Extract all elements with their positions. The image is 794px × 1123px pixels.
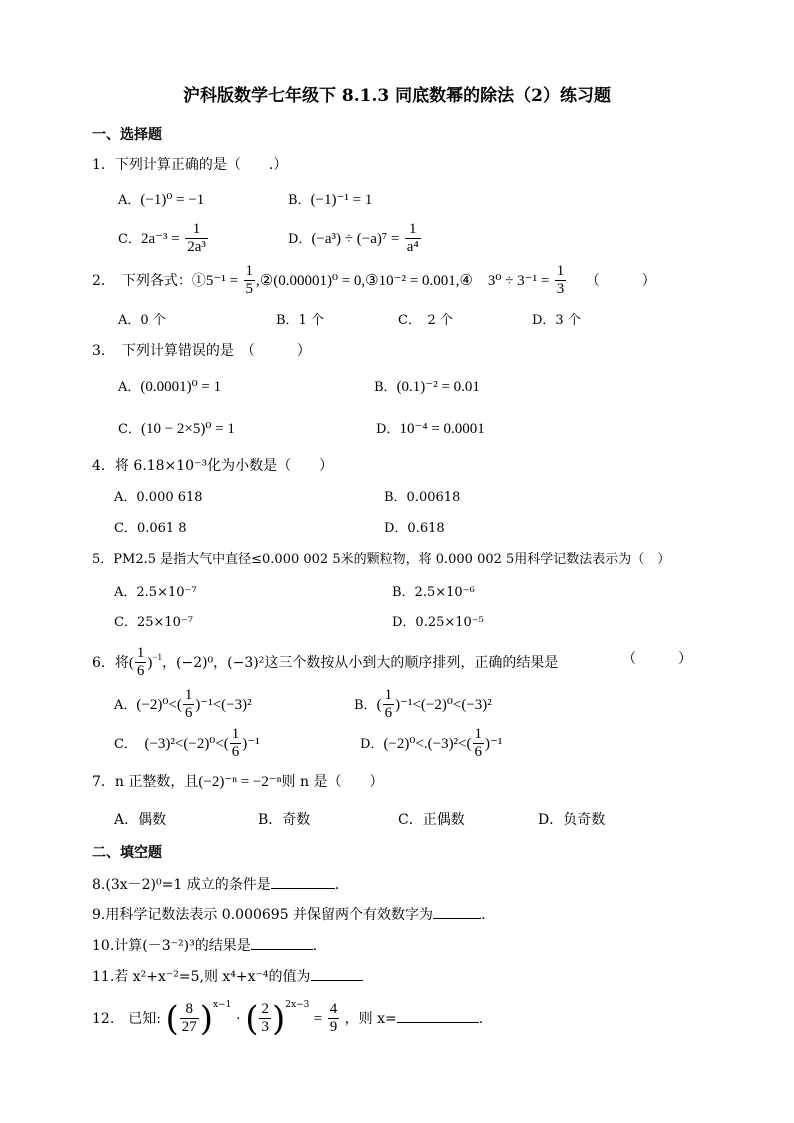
question-3-option-b: B．(0.1)⁻² = 0.01 xyxy=(374,379,480,395)
question-5-option-d: D．0.25×10⁻⁵ xyxy=(392,615,484,630)
question-4-option-d: D．0.618 xyxy=(384,521,445,536)
question-4-option-a: A．0.000 618 xyxy=(114,490,203,505)
question-6-option-b: B．( $\frac{1}{6}$ )⁻¹<(−2)⁰<(−3)² xyxy=(354,687,492,721)
question-7-option-b: B．奇数 xyxy=(258,812,311,828)
question-9-answer-blank[interactable] xyxy=(433,906,481,919)
question-10-answer-blank[interactable] xyxy=(251,937,313,950)
question-5-option-b: B．2.5×10⁻⁶ xyxy=(392,585,475,600)
question-4-option-b: B．0.00618 xyxy=(384,490,461,505)
question-1-option-b: B．(−1)⁻¹ = 1 xyxy=(288,192,373,208)
question-1-stem: 1．下列计算正确的是（ .） xyxy=(92,157,288,173)
question-3-option-a: A．(0.0001)⁰ = 1 xyxy=(118,379,222,395)
question-3-option-d: D．10⁻⁴ = 0.0001 xyxy=(376,421,485,437)
question-9: 9.用科学记数法表示 0.000695 并保留两个有效数字为 . xyxy=(92,907,486,923)
question-7-option-d: D．负奇数 xyxy=(538,812,606,828)
question-7-option-c: C．正偶数 xyxy=(398,812,465,828)
question-5-option-c: C．25×10⁻⁷ xyxy=(114,615,193,630)
question-5-option-a: A．2.5×10⁻⁷ xyxy=(114,585,197,600)
section-fill-heading: 二、填空题 xyxy=(92,845,162,861)
question-7-option-a: A．偶数 xyxy=(114,812,167,828)
question-1-option-a: A．(−1)⁰ = −1 xyxy=(118,192,205,208)
question-6-option-c: C． (−3)²<(−2)⁰<( $\frac{1}{6}$ )⁻¹ xyxy=(114,726,260,760)
question-6-answer-paren: （ ） xyxy=(622,651,692,667)
section-choice-heading: 一、选择题 xyxy=(92,127,162,143)
question-2-option-c: C． 2 个 xyxy=(398,313,453,328)
question-6-option-a: A．(−2)⁰<( $\frac{1}{6}$ )⁻¹<(−3)² xyxy=(114,687,252,721)
question-6-option-d: D．(−2)⁰<.(−3)²<( $\frac{1}{6}$ )⁻¹ xyxy=(360,726,503,760)
question-8: 8.(3x－2)⁰=1 成立的条件是 . xyxy=(92,877,340,893)
question-12: 12. 已知: ( $\frac{8}{27}$ )$^{x-1}$ · ( $\frac{2}{3}$ )$^{2x-3}$ = $\frac{4}{9}$ ，则 x= . xyxy=(92,999,484,1039)
question-4-stem: 4．将 6.18×10⁻³化为小数是（ ） xyxy=(92,458,334,474)
question-8-answer-blank[interactable] xyxy=(271,876,335,889)
question-3-stem: 3． 下列计算错误的是 （ ） xyxy=(92,343,311,359)
question-10: 10.计算(－3⁻²)³的结果是 . xyxy=(92,938,318,954)
question-11-answer-blank[interactable] xyxy=(311,968,363,981)
question-2-stem: 2． 下列各式：①5⁻¹ = $\frac{1}{5}$ ,②(0.00001)⁰ = 0,③10⁻² = 0.001,④ 3⁰ ÷ 3⁻¹ = $\frac{1}{3}$ （ ） xyxy=(92,263,656,297)
question-12-answer-blank[interactable] xyxy=(397,1010,479,1023)
question-7-stem: 7．n 正整数，且(−2)⁻ⁿ = −2⁻ⁿ则 n 是（ ） xyxy=(92,774,384,790)
question-5-stem: 5．PM2.5 是指大气中直径≤0.000 002 5米的颗粒物，将 0.000 002 5用科学记数法表示为（ ） xyxy=(92,552,671,567)
question-11: 11.若 x²+x⁻²=5,则 x⁴+x⁻⁴的值为 xyxy=(92,968,363,984)
page-title: 沪科版数学七年级下 8.1.3 同底数幂的除法（2）练习题 xyxy=(183,86,611,106)
question-2-option-a: A．0 个 xyxy=(118,313,166,328)
question-2-option-b: B．1 个 xyxy=(276,313,324,328)
question-6-stem: 6．将( $\frac{1}{6}$ )$^{-1}$，(−2)⁰，(−3)²这三个数按从小到大的顺序排列，正确的结果是 xyxy=(92,645,559,679)
question-1-option-d: D．(−a³) ÷ (−a)⁷ = $\frac{1}{\text{a⁴}}$ xyxy=(288,221,419,255)
question-1-option-c: C．2a⁻³ = $\frac{1}{\text{2a³}}$ xyxy=(118,221,206,255)
question-3-option-c: C．(10 − 2×5)⁰ = 1 xyxy=(118,421,235,437)
question-2-option-d: D．3 个 xyxy=(532,313,581,328)
question-4-option-c: C．0.061 8 xyxy=(114,521,187,536)
